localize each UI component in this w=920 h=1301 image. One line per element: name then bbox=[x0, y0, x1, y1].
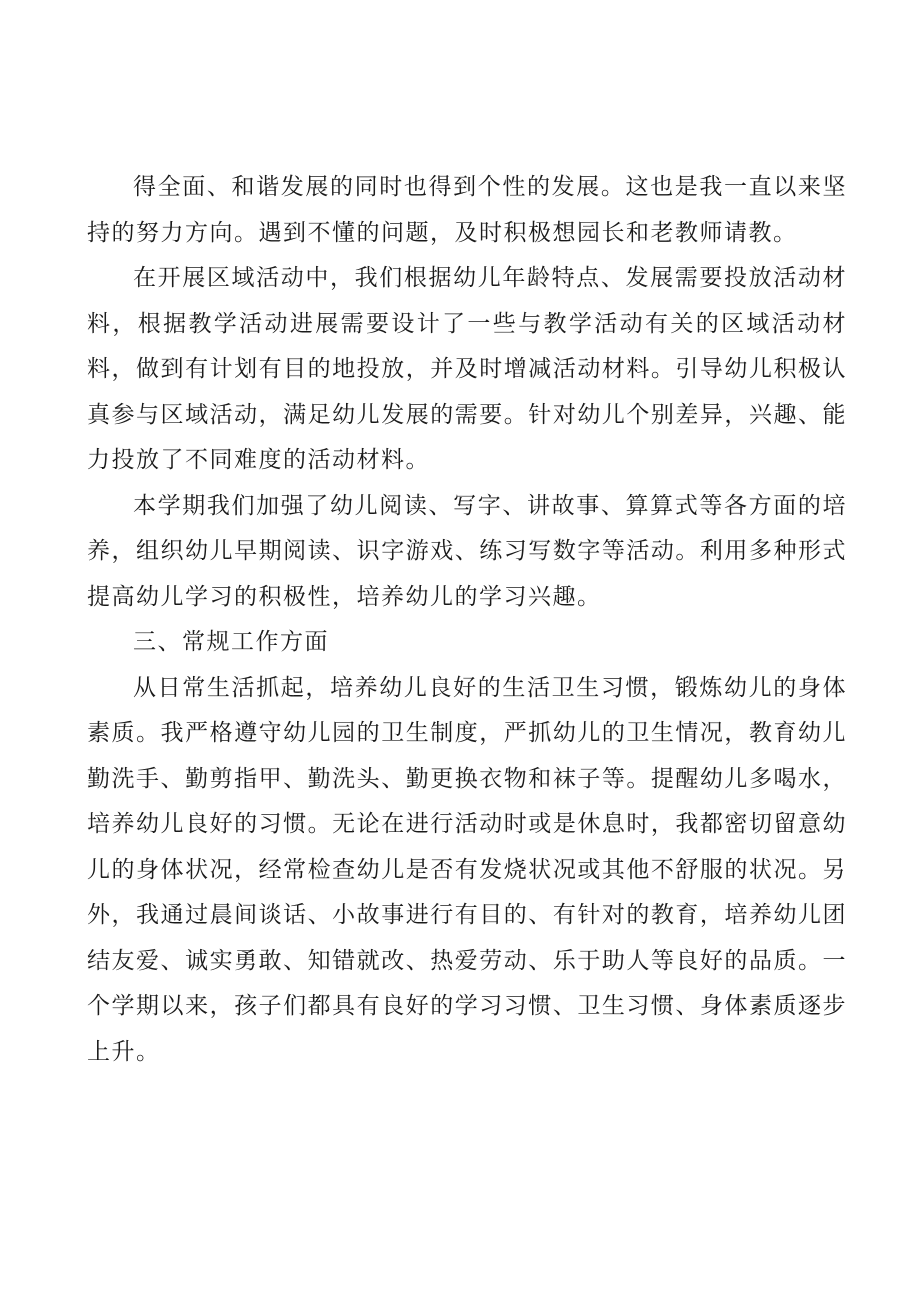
document-body bbox=[87, 165, 847, 1075]
paragraph-continuation: 得全面、和谐发展的同时也得到个性的发展。这也是我一直以来坚持的努力方向。遇到不懂的问题，及时积极想园长和老教师请教。 bbox=[87, 174, 847, 246]
section-heading-routine-work: 三、常规工作方面 bbox=[133, 629, 329, 655]
paragraph-area-activities: 在开展区域活动中，我们根据幼儿年龄特点、发展需要投放活动材料，根据教学活动进展需要设计了一些与教学活动有关的区域活动材料，做到有计划有目的地投放，并及时增减活动材料。引导幼儿积极认真参与区域活动，满足幼儿发展的需要。针对幼儿个别差异，兴趣、能力投放了不同难度的活动材料。 bbox=[87, 265, 847, 473]
paragraph-daily-life: 从日常生活抓起，培养幼儿良好的生活卫生习惯，锻炼幼儿的身体素质。我严格遵守幼儿园的卫生制度，严抓幼儿的卫生情况，教育幼儿勤洗手、勤剪指甲、勤洗头、勤更换衣物和袜子等。提醒幼儿多喝水，培养幼儿良好的习惯。无论在进行活动时或是休息时，我都密切留意幼儿的身体状况，经常检查幼儿是否有发烧状况或其他不舒服的状况。另外，我通过晨间谈话、小故事进行有目的、有针对的教育，培养幼儿团结友爱、诚实勇敢、知错就改、热爱劳动、乐于助人等良好的品质。一个学期以来，孩子们都具有良好的学习习惯、卫生习惯、身体素质逐步上升。 bbox=[87, 674, 847, 1065]
paragraph-learning: 本学期我们加强了幼儿阅读、写字、讲故事、算算式等各方面的培养，组织幼儿早期阅读、识字游戏、练习写数字等活动。利用多种形式提高幼儿学习的积极性，培养幼儿的学习兴趣。 bbox=[87, 492, 847, 610]
